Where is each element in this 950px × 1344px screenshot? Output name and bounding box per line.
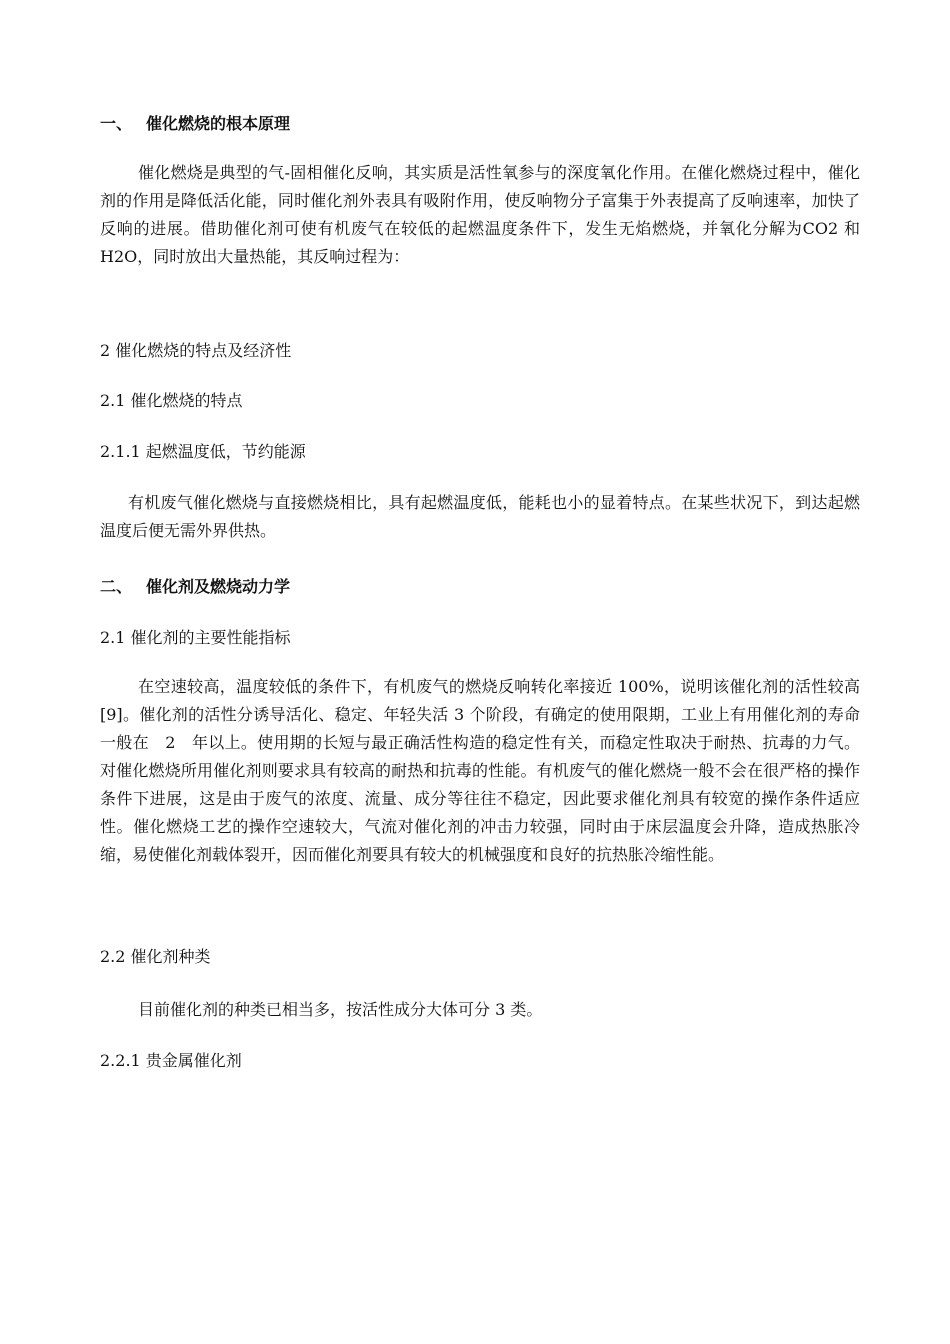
section-2-number: 二、 bbox=[100, 577, 133, 596]
subheading-2-1-1: 2.1.1 起燃温度低，节约能源 bbox=[100, 442, 306, 461]
section-2-sub-2-2: 2.2 催化剂种类 bbox=[100, 947, 211, 966]
section-1-title: 催化燃烧的根本原理 bbox=[146, 114, 291, 133]
section-2-heading bbox=[100, 573, 860, 601]
paragraph-2-2: 目前催化剂的种类已相当多，按活性成分大体可分 3 类。 bbox=[138, 1000, 543, 1019]
section-1-number: 一、 bbox=[100, 114, 133, 133]
section-2-sub-2-1: 2.1 催化剂的主要性能指标 bbox=[100, 628, 291, 647]
paragraph-2-1: 在空速较高，温度较低的条件下，有机废气的燃烧反响转化率接近 100%，说明该催化剂的活性较高[9]。催化剂的活性分诱导活化、稳定、年轻失活 3 个阶段，有确定的使用限期，工业上有用催化剂的寿命一般在 2 年以上。使用期的长短与最正确活性构造的稳定性有关，而稳定性取决于耐热、抗毒的力气。对催化燃烧所用催化剂则要求具有较高的耐热和抗毒的性能。有机废气的催化燃烧一般不会在很严格的操作条件下进展，这是由于废气的浓度、流量、成分等往往不稳定，因此要求催化剂具有较宽的操作条件适应性。催化燃烧工艺的操作空速较大，气流对催化剂的冲击力较强，同时由于床层温度会升降，造成热胀冷缩，易使催化剂载体裂开，因而催化剂要具有较大的机械强度和良好的抗热胀冷缩性能。 bbox=[100, 677, 860, 864]
subheading-2: 2 催化燃烧的特点及经济性 bbox=[100, 341, 292, 360]
section-1-paragraph: 催化燃烧是典型的气-固相催化反响，其实质是活性氧参与的深度氧化作用。在催化燃烧过程中，催化剂的作用是降低活化能，同时催化剂外表具有吸附作用，使反响物分子富集于外表提高了反响速率，加快了反响的进展。借助催化剂可使有机废气在较低的起燃温度条件下，发生无焰燃烧，并氧化分解为CO2 和 H2O，同时放出大量热能，其反响过程为： bbox=[100, 163, 860, 266]
section-2-sub-2-2-1: 2.2.1 贵金属催化剂 bbox=[100, 1051, 242, 1070]
paragraph-2-1-1: 有机废气催化燃烧与直接燃烧相比，具有起燃温度低，能耗也小的显着特点。在某些状况下，到达起燃温度后便无需外界供热。 bbox=[100, 493, 860, 540]
subheading-2-1: 2.1 催化燃烧的特点 bbox=[100, 391, 243, 410]
section-2-title: 催化剂及燃烧动力学 bbox=[146, 577, 291, 596]
section-1-heading bbox=[100, 110, 860, 138]
